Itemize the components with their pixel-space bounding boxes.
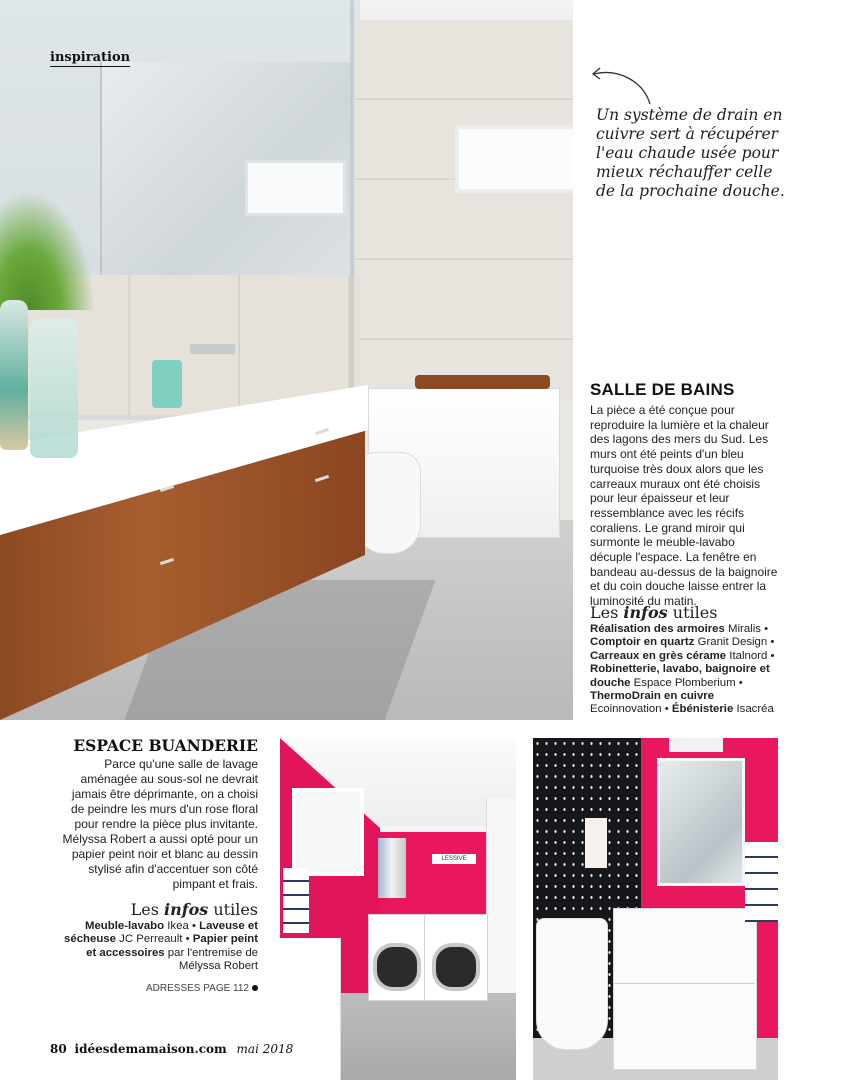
photo-caption: Un système de drain en cuivre sert à récupérer l'eau chaude usée pour mieux réchauffer celle de la prochaine douche. — [596, 106, 785, 200]
lessive-sign: LESSIVE — [432, 854, 476, 864]
salle-de-bains-infos-title: Les infos utiles — [590, 603, 718, 622]
info-value: Italnord — [726, 649, 768, 662]
salle-de-bains-title: SALLE DE BAINS — [590, 380, 735, 399]
dryer — [424, 914, 488, 1001]
basement-window — [292, 788, 364, 876]
bath-tray — [415, 375, 550, 389]
faucet — [190, 344, 235, 354]
info-label: ThermoDrain en cuivre — [590, 690, 715, 703]
page-number: 80 — [50, 1042, 67, 1056]
info-value: Ecoinnovation — [590, 703, 662, 716]
info-label: Laveuse et sécheuse — [64, 920, 258, 946]
mirror — [657, 758, 745, 886]
info-value: Isacréa — [733, 703, 774, 716]
bathroom-photo — [0, 0, 573, 720]
section-label-rule — [50, 66, 130, 67]
salle-de-bains-body: La pièce a été conçue pour reproduire la lumière et la chaleur des lagons des mers du Sud. Les murs ont été peints d'un bleu turquoise très doux alors que les carreaux muraux ont été choisis pour leur épaisseur et leur ressemblance avec les récifs coraliens. Le grand miroir qui surmonte le meuble-lavabo décuple l'espace. La fenêtre en bandeau au-dessus de la baignoire et du coin douche laisse entrer la luminosité du matin. — [590, 403, 778, 609]
glass-bottle — [30, 318, 78, 458]
info-label: Papier peint et accessoires — [86, 933, 258, 959]
website: idéesdemamaison.com — [74, 1042, 227, 1056]
info-value: Espace Plomberium — [630, 676, 736, 689]
page-footer — [50, 1042, 293, 1056]
espace-buanderie-infos-title: Les infos utiles — [130, 900, 258, 919]
info-label: Meuble-lavabo — [84, 920, 165, 932]
info-label: Comptoir en quartz — [590, 636, 695, 649]
info-label: Robinetterie, lavabo, baignoire et douche — [590, 663, 770, 689]
soap-dispenser — [152, 360, 182, 408]
curved-arrow-icon — [588, 66, 658, 106]
white-vanity — [613, 908, 757, 1070]
bullet-icon — [252, 985, 258, 991]
counter — [280, 938, 341, 1080]
info-value: JC Perreault — [115, 933, 183, 946]
light-fixture — [669, 738, 723, 752]
issue-date: mai 2018 — [236, 1042, 294, 1056]
toilet — [536, 918, 608, 1050]
info-label: Réalisation des armoires — [590, 623, 725, 635]
info-value: Granit Design — [694, 636, 768, 649]
mirror-reflection-window — [245, 160, 346, 216]
drawer-line — [613, 983, 755, 984]
info-label: Ébénisterie — [671, 703, 734, 716]
info-value: par l'entremise de Mélyssa Robert — [164, 946, 258, 973]
shower-tile-wall — [355, 20, 573, 400]
powder-room-photo — [533, 738, 778, 1080]
towel — [283, 868, 309, 933]
plant — [0, 190, 95, 310]
info-value: Ikea — [164, 920, 189, 932]
vase — [0, 300, 28, 450]
section-label: inspiration — [50, 50, 131, 65]
shower-window — [455, 125, 573, 193]
shelf — [380, 826, 490, 832]
info-label: Carreaux en grès cérame — [590, 649, 727, 662]
info-value: Miralis — [724, 623, 761, 635]
laundry-photo — [280, 738, 516, 1080]
espace-buanderie-infos: Meuble-lavabo Ikea • Laveuse et sécheuse JC Perreault • Papier peint et accessoires par l'entremise de Mélyssa Robert — [64, 920, 258, 973]
salle-de-bains-infos: Réalisation des armoires Miralis • Comptoir en quartz Granit Design • Carreaux en grès cérame Italnord • Robinetterie, lavabo, baignoire et douche Espace Plomberium • ThermoDrain en cuivre Ecoinnovation • Ébénisterie Isacréa — [590, 623, 775, 716]
wall-poster — [585, 818, 607, 868]
tall-cabinet — [486, 798, 516, 998]
towel — [745, 842, 778, 922]
espace-buanderie-title: ESPACE BUANDERIE — [73, 736, 258, 755]
washer — [368, 914, 426, 1001]
hanging-clothes — [378, 838, 406, 898]
dryer-door — [432, 943, 480, 991]
addresses-reference: ADRESSES PAGE 112 — [60, 983, 258, 994]
washer-door — [373, 943, 421, 991]
espace-buanderie-body: Parce qu'une salle de lavage aménagée au sous-sol ne devrait jamais être déprimante, on a choisi de peindre les murs d'un rose floral pour rendre la pièce plus invitante. Mélyssa Robert a aussi opté pour un papier peint noir et blanc au dessin stylisé afin d'accentuer son côté pimpant et frais. — [62, 757, 258, 891]
